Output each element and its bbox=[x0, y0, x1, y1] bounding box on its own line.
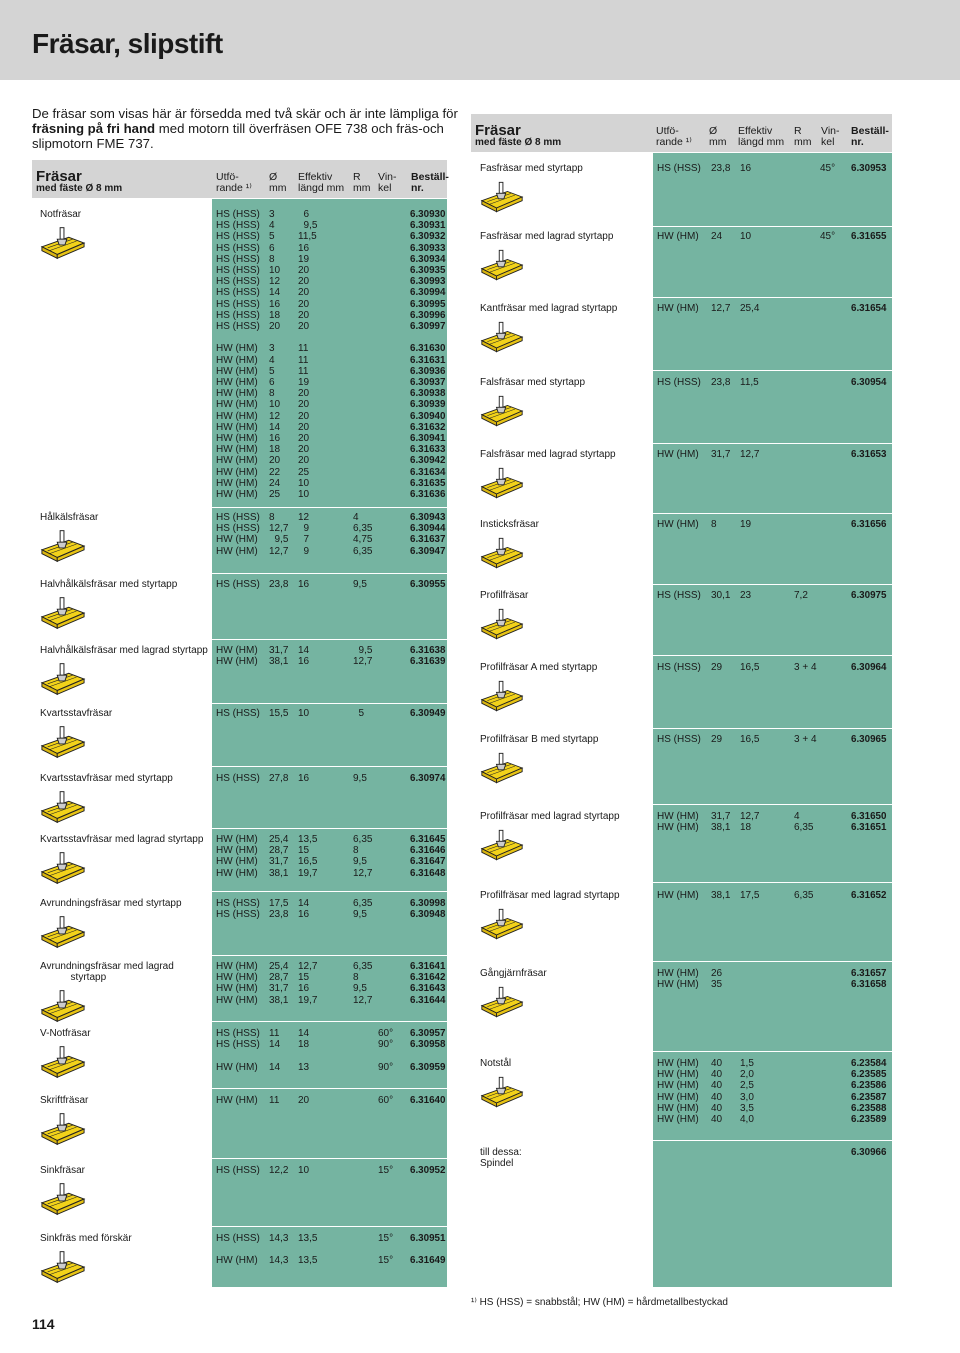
diameter-cell: 23,8 bbox=[269, 579, 289, 590]
order-number: 6.31657 6.31658 bbox=[851, 968, 887, 991]
product-name: Gångjärnfräsar bbox=[480, 968, 547, 979]
right-grid-line bbox=[471, 804, 892, 805]
order-number: 6.31645 6.31646 6.31647 6.31648 bbox=[410, 834, 446, 879]
right-header-subtitle: med fäste Ø 8 mm bbox=[475, 137, 562, 148]
type-cell: HS (HSS) bbox=[657, 590, 701, 601]
diameter-cell: 25,4 28,7 31,7 38,1 bbox=[269, 961, 289, 1006]
diameter-cell: 23,8 bbox=[711, 163, 731, 174]
angle-cell: 15° 15° bbox=[378, 1233, 394, 1267]
product-name: till dessa: Spindel bbox=[480, 1147, 522, 1170]
type-cell: HW (HM) HW (HM) bbox=[216, 645, 258, 668]
type-cell: HS (HSS) HS (HSS) HS (HSS) HS (HSS) HS (HSS) HS (HSS) HS (HSS) HS (HSS) HS (HSS) HS (HSS) HS (HSS) HW (HM) HW (HM) HW (HM) HW (HM) HW (HM) HW (HM) HW (HM) HW (HM) HW (HM) HW (HM) HW (HM) HW (HM) HW (HM) HW (HM) bbox=[216, 209, 260, 501]
order-number: 6.30998 6.30948 bbox=[410, 898, 446, 921]
angle-cell: 60° 90° 90° bbox=[378, 1028, 394, 1073]
length-cell: 20 bbox=[298, 1095, 310, 1106]
kvartsstavfrasar-icon bbox=[40, 724, 86, 765]
left-header-title: Fräsar bbox=[36, 168, 82, 185]
diameter-cell: 31,7 38,1 bbox=[711, 811, 731, 834]
right-grid-line bbox=[471, 961, 892, 962]
profilfrasar-a-icon bbox=[480, 678, 524, 719]
right-grid-line bbox=[471, 443, 892, 444]
product-name: Kantfräsar med lagrad styrtapp bbox=[480, 303, 618, 314]
sinkfras-forskar-icon bbox=[40, 1249, 86, 1290]
type-cell: HW (HM) HW (HM) bbox=[657, 811, 699, 834]
radius-cell: 6,35 8 9,5 12,7 bbox=[353, 834, 373, 879]
order-number: 6.31654 bbox=[851, 303, 887, 314]
left-header-length: Effektiv längd mm bbox=[298, 171, 345, 194]
product-name: Hålkälsfräsar bbox=[40, 512, 99, 523]
product-name: Sinkfräsar bbox=[40, 1165, 86, 1176]
type-cell: HS (HSS) bbox=[216, 708, 260, 719]
length-cell: 25,4 bbox=[740, 303, 760, 314]
type-cell: HW (HM) bbox=[657, 231, 699, 242]
type-cell: HW (HM) bbox=[657, 449, 699, 460]
radius-cell: 3 + 4 bbox=[794, 734, 817, 745]
right-grid-line bbox=[471, 297, 892, 298]
length-cell: 17,5 bbox=[740, 890, 760, 901]
diameter-cell: 31,7 38,1 bbox=[269, 645, 289, 668]
length-cell: 13,5 13,5 bbox=[298, 1233, 318, 1267]
product-name: Profilfräsar med lagrad styrtapp bbox=[480, 811, 620, 822]
halvhalkalsfrasar-lagrad-icon bbox=[40, 661, 86, 702]
falsfrasar-styrtapp-icon bbox=[480, 393, 524, 434]
radius-cell: 4 6,35 bbox=[794, 811, 814, 834]
diameter-cell: 31,7 bbox=[711, 449, 731, 460]
diameter-cell: 24 bbox=[711, 231, 723, 242]
product-name: Skriftfräsar bbox=[40, 1095, 89, 1106]
sinkfrasar-icon bbox=[40, 1181, 86, 1222]
type-cell: HW (HM) HW (HM) bbox=[657, 968, 699, 991]
page-number: 114 bbox=[32, 1316, 55, 1332]
avrundningsfrasar-lagrad-icon bbox=[40, 988, 86, 1029]
profilfrasar-lagrad-2-icon bbox=[480, 906, 524, 947]
radius-cell: 3 + 4 bbox=[794, 662, 817, 673]
right-grid-line bbox=[471, 226, 892, 227]
diameter-cell: 23,8 bbox=[711, 377, 731, 388]
order-number: 6.31652 bbox=[851, 890, 887, 901]
left-grid-line bbox=[32, 639, 447, 640]
length-cell: 14 16 bbox=[298, 898, 310, 921]
type-cell: HS (HSS) bbox=[216, 1165, 260, 1176]
product-name: Notfräsar bbox=[40, 209, 82, 220]
product-name: Avrundningsfräsar med styrtapp bbox=[40, 898, 182, 909]
type-cell: HS (HSS) HS (HSS) HW (HM) bbox=[216, 1028, 260, 1073]
radius-cell: 7,2 bbox=[794, 590, 808, 601]
order-number: 6.30965 bbox=[851, 734, 887, 745]
type-cell: HW (HM) bbox=[216, 1095, 258, 1106]
profilfrasar-lagrad-1-icon bbox=[480, 827, 524, 868]
product-name: Sinkfräs med förskär bbox=[40, 1233, 132, 1244]
halvhalkalsfrasar-styrtapp-icon bbox=[40, 595, 86, 636]
left-header-utforande: Utfö- rande ¹⁾ bbox=[216, 171, 252, 194]
left-grid-line bbox=[32, 703, 447, 704]
product-name: Profilfräsar bbox=[480, 590, 529, 601]
product-name: Profilfräsar A med styrtapp bbox=[480, 662, 598, 673]
left-grid-line bbox=[32, 766, 447, 767]
left-grid-line bbox=[32, 507, 447, 508]
type-cell: HS (HSS) HS (HSS) bbox=[216, 898, 260, 921]
order-number: 6.30966 bbox=[851, 1147, 887, 1158]
order-number: 6.30953 bbox=[851, 163, 887, 174]
product-name: Kvartsstavfräsar med lagrad styrtapp bbox=[40, 834, 204, 845]
halkalsfrasar-icon bbox=[40, 528, 86, 569]
right-header-utforande: Utfö- rande ¹⁾ bbox=[656, 125, 692, 148]
order-number: 6.31656 bbox=[851, 519, 887, 530]
length-cell: 19 bbox=[740, 519, 752, 530]
diameter-cell: 11 14 14 bbox=[269, 1028, 281, 1073]
length-cell: 23 bbox=[740, 590, 752, 601]
notstal-icon bbox=[480, 1074, 524, 1115]
radius-cell: 9,5 12,7 bbox=[353, 645, 373, 668]
gangjarnfrasar-icon bbox=[480, 984, 524, 1025]
product-name: Falsfräsar med styrtapp bbox=[480, 377, 586, 388]
right-header-order-no: Beställ- nr. bbox=[851, 125, 889, 148]
right-grid-line bbox=[471, 1051, 892, 1052]
type-cell: HS (HSS) bbox=[657, 734, 701, 745]
type-cell: HW (HM) HW (HM) HW (HM) HW (HM) HW (HM) HW (HM) bbox=[657, 1058, 699, 1126]
type-cell: HS (HSS) bbox=[216, 773, 260, 784]
order-number: 6.30952 bbox=[410, 1165, 446, 1176]
left-grid-line bbox=[32, 1088, 447, 1089]
radius-cell: 6,35 9,5 bbox=[353, 898, 373, 921]
fasfrasar-styrtapp-icon bbox=[480, 179, 524, 220]
left-header-order-no: Beställ- nr. bbox=[411, 171, 449, 194]
type-cell: HW (HM) bbox=[657, 890, 699, 901]
page-title: Fräsar, slipstift bbox=[32, 28, 223, 59]
kvartsstavfrasar-styrtapp-icon bbox=[40, 789, 86, 830]
length-cell: 16 bbox=[298, 773, 310, 784]
radius-cell: 9,5 bbox=[353, 579, 367, 590]
diameter-cell: 29 bbox=[711, 662, 723, 673]
order-number: 6.23584 6.23585 6.23586 6.23587 6.23588 6.23589 bbox=[851, 1058, 887, 1126]
diameter-cell: 8 12,7 9,5 12,7 bbox=[269, 512, 289, 557]
length-cell: 6 9,5 11,5 16 19 20 20 20 20 20 20 11 11 11 19 20 20 20 20 20 20 20 25 10 10 bbox=[298, 209, 318, 501]
notfrasar-icon bbox=[40, 225, 86, 266]
order-number: 6.31641 6.31642 6.31643 6.31644 bbox=[410, 961, 446, 1006]
radius-cell: 9,5 bbox=[353, 773, 367, 784]
order-number: 6.31655 bbox=[851, 231, 887, 242]
kvartsstavfrasar-lagrad-icon bbox=[40, 850, 86, 891]
type-cell: HS (HSS) bbox=[657, 662, 701, 673]
type-cell: HS (HSS) bbox=[657, 163, 701, 174]
length-cell: 16,5 bbox=[740, 734, 760, 745]
radius-cell: 4 6,35 4,75 6,35 bbox=[353, 512, 373, 557]
kantfrasar-lagrad-icon bbox=[480, 319, 524, 360]
product-name: Fasfräsar med lagrad styrtapp bbox=[480, 231, 614, 242]
order-number: 6.30974 bbox=[410, 773, 446, 784]
product-name: Profilfräsar med lagrad styrtapp bbox=[480, 890, 620, 901]
intro-text: De fräsar som visas här är försedda med två skär och är inte lämpliga för fräsning på fri hand med motorn till överfräsen OFE 738 och fräs-och slipmotorn FME 737. bbox=[32, 106, 458, 151]
product-name: Halvhålkälsfräsar med lagrad styrtapp bbox=[40, 645, 208, 656]
angle-cell: 45° bbox=[820, 163, 836, 174]
v-notfrasar-icon bbox=[40, 1044, 86, 1085]
product-name: Profilfräsar B med styrtapp bbox=[480, 734, 599, 745]
order-number: 6.31650 6.31651 bbox=[851, 811, 887, 834]
left-header-radius: R mm bbox=[353, 171, 371, 194]
left-header-diameter: Ø mm bbox=[269, 171, 287, 194]
left-grid-line bbox=[32, 1158, 447, 1159]
length-cell: 14 18 13 bbox=[298, 1028, 310, 1073]
length-cell: 16,5 bbox=[740, 662, 760, 673]
type-cell: HS (HSS) HS (HSS) HW (HM) HW (HM) bbox=[216, 512, 260, 557]
profilfrasar-b-icon bbox=[480, 750, 524, 791]
type-cell: HW (HM) HW (HM) HW (HM) HW (HM) bbox=[216, 961, 258, 1006]
left-grid-line bbox=[32, 891, 447, 892]
product-name: Notstål bbox=[480, 1058, 512, 1069]
order-number: 6.31640 bbox=[410, 1095, 446, 1106]
right-grid-line bbox=[471, 882, 892, 883]
right-grid-line bbox=[471, 1140, 892, 1141]
radius-cell: 5 bbox=[353, 708, 365, 719]
left-grid-line bbox=[32, 1226, 447, 1227]
diameter-cell: 12,2 bbox=[269, 1165, 289, 1176]
angle-cell: 15° bbox=[378, 1165, 394, 1176]
radius-cell: 6,35 8 9,5 12,7 bbox=[353, 961, 373, 1006]
right-grid-line bbox=[471, 370, 892, 371]
length-cell: 1,5 2,0 2,5 3,0 3,5 4,0 bbox=[740, 1058, 754, 1126]
left-grid-line bbox=[32, 573, 447, 574]
diameter-cell: 29 bbox=[711, 734, 723, 745]
right-grid-line bbox=[471, 513, 892, 514]
avrundningsfrasar-styrtapp-icon bbox=[40, 914, 86, 955]
left-table-header bbox=[32, 160, 447, 199]
type-cell: HS (HSS) bbox=[216, 579, 260, 590]
length-cell: 12,7 15 16 19,7 bbox=[298, 961, 318, 1006]
product-name: Kvartsstavfräsar bbox=[40, 708, 113, 719]
falsfrasar-lagrad-icon bbox=[480, 465, 524, 506]
length-cell: 12 9 7 9 bbox=[298, 512, 310, 557]
insticksfrasar-icon bbox=[480, 535, 524, 576]
right-header-radius: R mm bbox=[794, 125, 812, 148]
right-header-diameter: Ø mm bbox=[709, 125, 727, 148]
diameter-cell: 8 bbox=[711, 519, 717, 530]
order-number: 6.30943 6.30944 6.31637 6.30947 bbox=[410, 512, 446, 557]
product-name: Avrundningsfräsar med lagrad styrtapp bbox=[40, 961, 174, 984]
order-number: 6.30949 bbox=[410, 708, 446, 719]
diameter-cell: 25,4 28,7 31,7 38,1 bbox=[269, 834, 289, 879]
length-cell: 10 bbox=[740, 231, 752, 242]
product-name: V-Notfräsar bbox=[40, 1028, 91, 1039]
diameter-cell: 38,1 bbox=[711, 890, 731, 901]
left-grid-line bbox=[32, 955, 447, 956]
diameter-cell: 3 4 5 6 8 10 12 14 16 18 20 3 4 5 6 8 10 12 14 16 18 20 22 24 25 bbox=[269, 209, 281, 501]
order-number: 6.30955 bbox=[410, 579, 446, 590]
diameter-cell: 26 35 bbox=[711, 968, 723, 991]
length-cell: 11,5 bbox=[740, 377, 759, 388]
angle-cell: 60° bbox=[378, 1095, 394, 1106]
order-number: 6.30975 bbox=[851, 590, 887, 601]
order-number: 6.30954 bbox=[851, 377, 887, 388]
right-header-title: Fräsar bbox=[475, 122, 521, 139]
product-name: Insticksfräsar bbox=[480, 519, 539, 530]
diameter-cell: 11 bbox=[269, 1095, 280, 1106]
length-cell: 16 bbox=[740, 163, 752, 174]
diameter-cell: 27,8 bbox=[269, 773, 289, 784]
length-cell: 16 bbox=[298, 579, 310, 590]
product-name: Falsfräsar med lagrad styrtapp bbox=[480, 449, 616, 460]
left-grid-line bbox=[32, 828, 447, 829]
angle-cell: 45° bbox=[820, 231, 836, 242]
radius-cell: 6,35 bbox=[794, 890, 814, 901]
product-name: Halvhålkälsfräsar med styrtapp bbox=[40, 579, 178, 590]
right-table-header bbox=[471, 114, 892, 153]
diameter-cell: 12,7 bbox=[711, 303, 731, 314]
profilfrasar-icon bbox=[480, 606, 524, 647]
left-grid-line bbox=[32, 1021, 447, 1022]
left-header-angle: Vin- kel bbox=[378, 171, 397, 194]
right-header-angle: Vin- kel bbox=[821, 125, 840, 148]
length-cell: 12,7 bbox=[740, 449, 760, 460]
length-cell: 10 bbox=[298, 708, 310, 719]
right-grid-line bbox=[471, 728, 892, 729]
diameter-cell: 30,1 bbox=[711, 590, 731, 601]
order-number: 6.31638 6.31639 bbox=[410, 645, 446, 668]
type-cell: HW (HM) HW (HM) HW (HM) HW (HM) bbox=[216, 834, 258, 879]
order-number: 6.31653 bbox=[851, 449, 887, 460]
diameter-cell: 14,3 14,3 bbox=[269, 1233, 289, 1267]
product-name: Fasfräsar med styrtapp bbox=[480, 163, 583, 174]
length-cell: 13,5 15 16,5 19,7 bbox=[298, 834, 318, 879]
type-cell: HW (HM) bbox=[657, 303, 699, 314]
length-cell: 10 bbox=[298, 1165, 310, 1176]
diameter-cell: 15,5 bbox=[269, 708, 289, 719]
order-number: 6.30951 6.31649 bbox=[410, 1233, 446, 1267]
diameter-cell: 40 40 40 40 40 40 bbox=[711, 1058, 723, 1126]
right-grid-line bbox=[471, 584, 892, 585]
type-cell: HW (HM) bbox=[657, 519, 699, 530]
order-number: 6.30957 6.30958 6.30959 bbox=[410, 1028, 446, 1073]
order-number: 6.30964 bbox=[851, 662, 887, 673]
right-grid-line bbox=[471, 655, 892, 656]
type-cell: HS (HSS) bbox=[657, 377, 701, 388]
footnote: ¹⁾ HS (HSS) = snabbstål; HW (HM) = hårdmetallbestyckad bbox=[471, 1297, 728, 1308]
product-name: Kvartsstavfräsar med styrtapp bbox=[40, 773, 173, 784]
order-number: 6.30930 6.30931 6.30932 6.30933 6.30934 6.30935 6.30993 6.30994 6.30995 6.30996 6.30997 6.31630 6.31631 6.30936 6.30937 6.30938 6.30939 6.30940 6.31632 6.30941 6.31633 6.30942 6.31634 6.31635 6.31636 bbox=[410, 209, 446, 501]
diameter-cell: 17,5 23,8 bbox=[269, 898, 289, 921]
length-cell: 14 16 bbox=[298, 645, 310, 668]
left-header-subtitle: med fäste Ø 8 mm bbox=[36, 183, 123, 194]
skriftfrasar-icon bbox=[40, 1111, 86, 1152]
right-header-length: Effektiv längd mm bbox=[738, 125, 785, 148]
fasfrasar-lagrad-icon bbox=[480, 247, 524, 288]
type-cell: HS (HSS) HW (HM) bbox=[216, 1233, 260, 1267]
length-cell: 12,7 18 bbox=[740, 811, 760, 834]
